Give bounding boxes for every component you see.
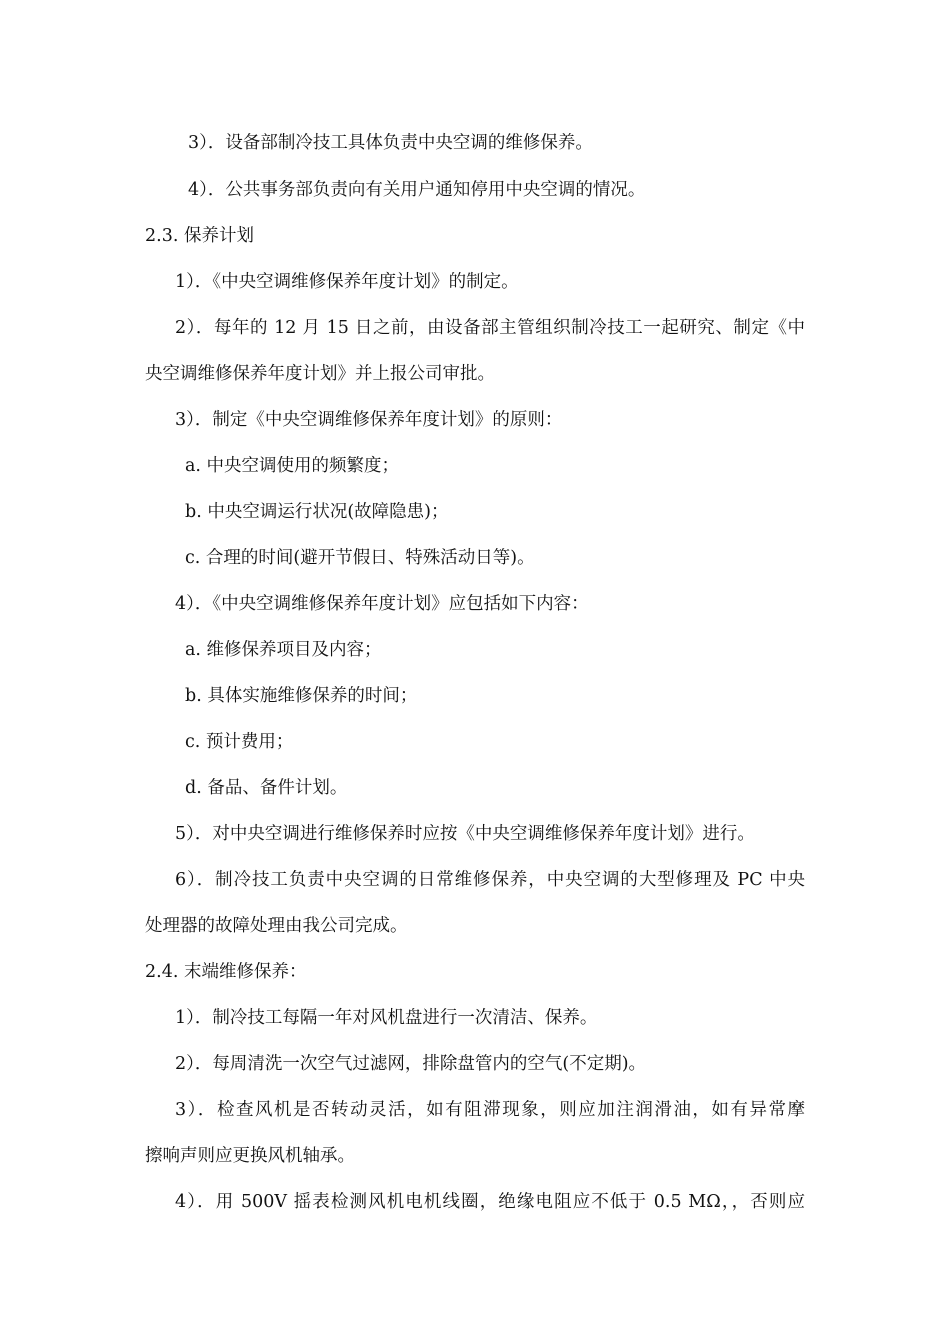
text-line: 4）．公共事务部负责向有关用户通知停用中央空调的情况。 [188, 180, 646, 200]
text-line: 2）．每周清洗一次空气过滤网，排除盘管内的空气(不定期)。 [175, 1054, 647, 1074]
text-line: 央空调维修保养年度计划》并上报公司审批。 [145, 364, 495, 384]
text-line: 3）．检查风机是否转动灵活，如有阻滞现象，则应加注润滑油，如有异常摩 [175, 1100, 805, 1120]
section-heading: 2.3. 保养计划 [145, 226, 254, 246]
text-line: 擦响声则应更换风机轴承。 [145, 1146, 355, 1166]
list-item: b. 具体实施维修保养的时间； [185, 686, 418, 706]
text-line: 3）．制定《中央空调维修保养年度计划》的原则： [175, 410, 563, 430]
text-line: 4）．用 500V 摇表检测风机电机线圈，绝缘电阻应不低于 0.5 MΩ，，否则应 [175, 1192, 805, 1212]
section-heading: 2.4. 末端维修保养： [145, 962, 307, 982]
text-line: 1）．《中央空调维修保养年度计划》的制定。 [175, 272, 519, 292]
text-line: 1）．制冷技工每隔一年对风机盘进行一次清洁、保养。 [175, 1008, 598, 1028]
list-item: a. 维修保养项目及内容； [185, 640, 382, 660]
list-item: a. 中央空调使用的频繁度； [185, 456, 400, 476]
text-line: 4）．《中央空调维修保养年度计划》应包括如下内容： [175, 594, 589, 614]
text-line: 3）．设备部制冷技工具体负责中央空调的维修保养。 [188, 133, 593, 153]
text-line: 2）．每年的 12 月 15 日之前，由设备部主管组织制冷技工一起研究、制定《中 [175, 318, 805, 338]
list-item: c. 合理的时间(避开节假日、特殊活动日等)。 [185, 548, 535, 568]
text-line: 6）．制冷技工负责中央空调的日常维修保养，中央空调的大型修理及 PC 中央 [175, 870, 805, 890]
text-line: 5）．对中央空调进行维修保养时应按《中央空调维修保养年度计划》进行。 [175, 824, 755, 844]
list-item: d. 备品、备件计划。 [185, 778, 348, 798]
list-item: c. 预计费用； [185, 732, 294, 752]
text-line: 处理器的故障处理由我公司完成。 [145, 916, 408, 936]
list-item: b. 中央空调运行状况(故障隐患)； [185, 502, 449, 522]
